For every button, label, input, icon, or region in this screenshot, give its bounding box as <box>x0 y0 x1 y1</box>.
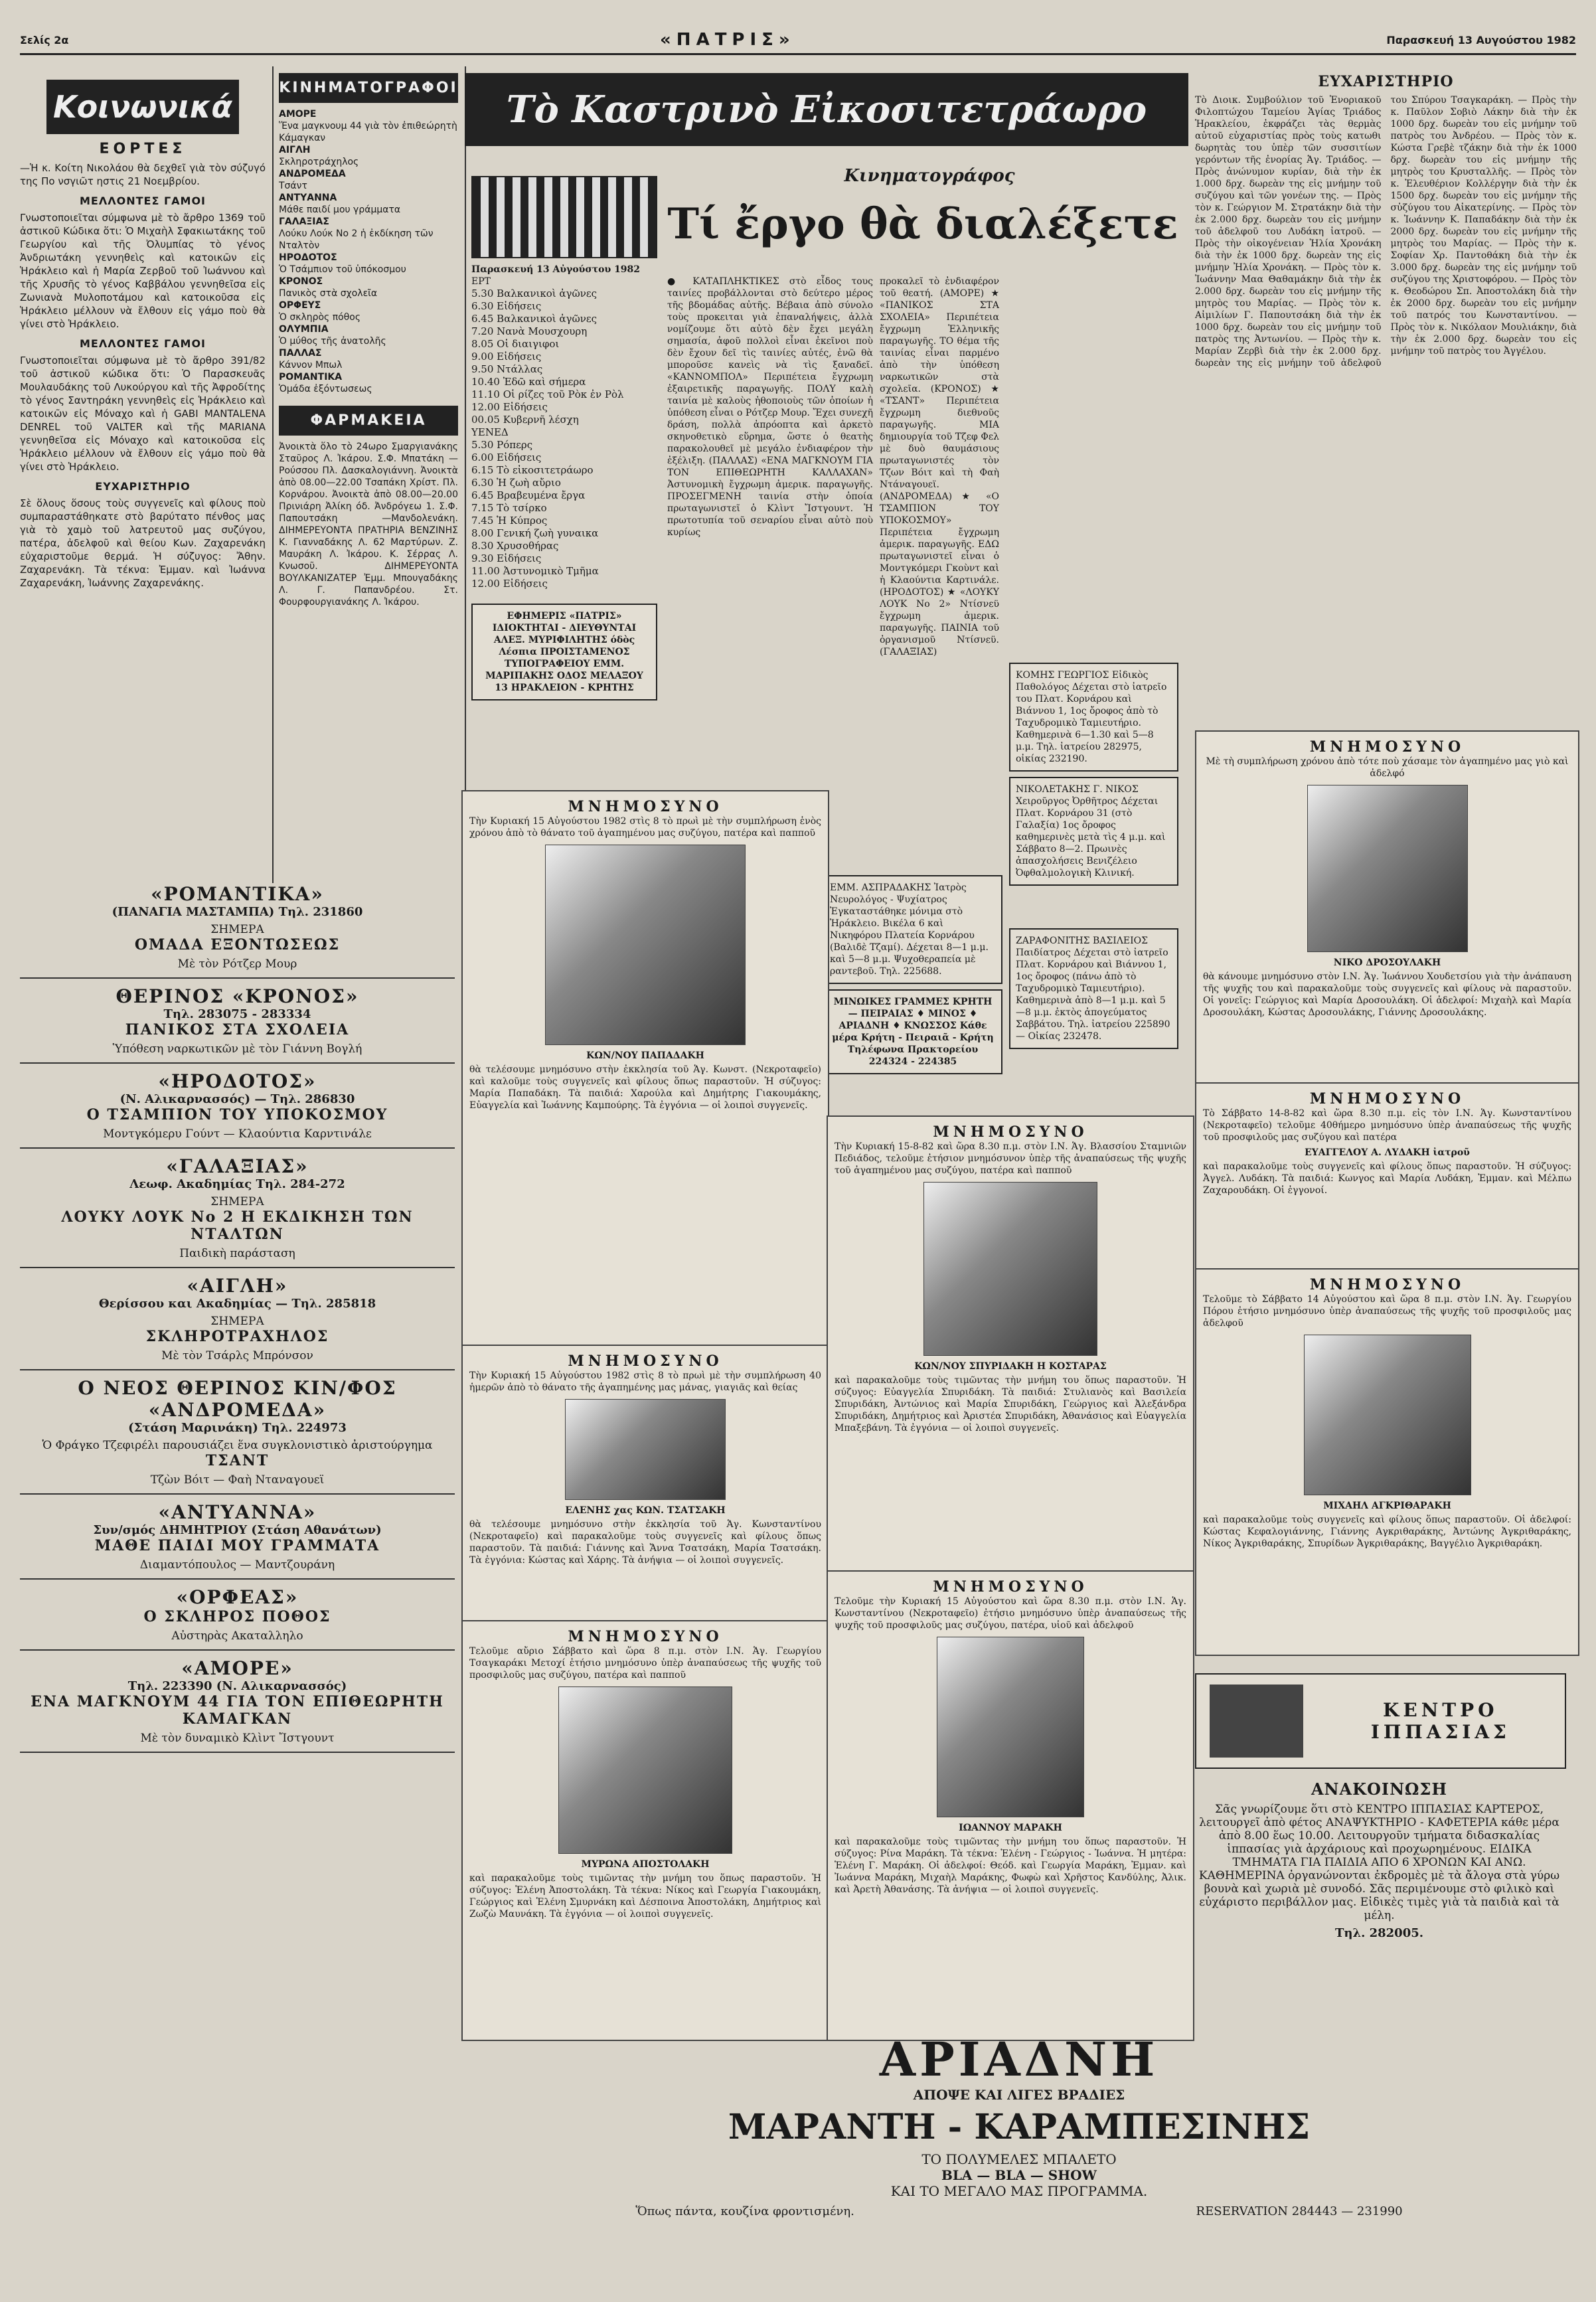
ariadni-sub: ΑΠΟΨΕ ΚΑΙ ΛΙΓΕΣ ΒΡΑΔΙΕΣ <box>913 2087 1125 2103</box>
kastro-section: Κινηματογράφος <box>844 166 1015 186</box>
memorial-8-name: ΜΙΧΑΗΛ ΑΓΚΡΙΘΑΡΑΚΗ <box>1323 1501 1451 1511</box>
ariadni-line-1: ΤΟ ΠΟΛΥΜΕΛΕΣ ΜΠΑΛΕΤΟ <box>921 2151 1117 2167</box>
memorial-7-title: ΜΝΗΜΟΣΥΝΟ <box>1309 1090 1465 1108</box>
riding-tel: Τηλ. 282005. <box>1334 1926 1424 1940</box>
feasts-title: ΕΟΡΤΕΣ <box>99 141 187 157</box>
memorial-6-title: ΜΝΗΜΟΣΥΝΟ <box>1309 738 1465 756</box>
thanks-right <box>1195 66 1577 724</box>
memorial-3 <box>461 1620 829 2041</box>
memorial-7 <box>1195 1082 1579 1277</box>
memorial-3-title: ΜΝΗΜΟΣΥΝΟ <box>568 1628 723 1645</box>
riding-logo-box <box>1195 1673 1566 1769</box>
cinema-film: Πανικὸς στὰ σχολεῖα <box>279 288 378 299</box>
tv-channel: ΕΡΤ <box>471 276 491 287</box>
cinema-ad-film: ΟΜΑΔΑ ΕΞΟΝΤΩΣΕΩΣ <box>134 936 341 953</box>
tv-program-item: 6.30 Εἰδήσεις <box>471 300 542 312</box>
cinema-ad <box>20 979 455 1064</box>
tv-program-item: 00.05 Κυβερνῆ λέσχη <box>471 414 579 426</box>
cinema-ad-name: «ΡΟΜΑΝΤΙΚΑ» <box>151 883 324 905</box>
tv-program-item: 5.30 Ρόπερς <box>471 439 533 451</box>
memorial-1-title: ΜΝΗΜΟΣΥΝΟ <box>568 798 723 815</box>
memorial-4 <box>827 1115 1194 1576</box>
feasts-text: —Ἡ κ. Κοίτη Νικολάου θὰ δεχθεῖ γιὰ τὸν σύζυγό της Πο νσγιῶτ ηστις 21 Νοεμβρίου. <box>20 162 266 187</box>
cinema-ad-cast: Διαμαντόπουλος — Μαντζουράνη <box>139 1558 335 1572</box>
memorial-6-text: Μὲ τὴ συμπλήρωση χρόνου ἀπὸ τότε ποὺ χάσαμε τὸν ἀγαπημένο μας γιὸ καὶ ἀδελφό <box>1206 756 1569 779</box>
cinema-ad-cast: Αὐστηρὰς Ακαταλληλο <box>171 1629 303 1643</box>
cinema-ad-film: ΣΚΛΗΡΟΤΡΑΧΗΛΟΣ <box>145 1328 329 1345</box>
weddings-text-2: Γνωστοποιεῖται σύμφωνα μὲ τὸ ἄρθρο 391/82 τοῦ ἀστικοῦ κώδικα ὅτι: Ὁ Παρασκευᾶς Μουλαυδάκης τοῦ Λυκούργου καὶ τῆς Ἀφροδίτης τὸ γένος Σαντηράκη γεννηθεὶς εἰς Ἡράκλειο καὶ κατοικῶν εἰς Μόναχο καὶ ἡ GABI MANTALENA DENREL τοῦ VALTER καὶ τῆς MARIANA γεννηθεῖσα εἰς Μόναχο καὶ κατοικοῦσα εἰς Ἡράκλειο μέλλουν νὰ ἔλθουν εἰς γάμο ποὺ θὰ γίνει στὸ Ἡράκλειο. <box>20 355 266 473</box>
thanks-title: ΕΥΧΑΡΙΣΤΗΡΙΟ <box>95 480 191 493</box>
ariadni-name: ΑΡΙΑΔΝΗ <box>879 2032 1159 2087</box>
ad-nikoletakis: ΝΙΚΟΛΕΤΑΚΗΣ Γ. ΝΙΚΟΣ Χειροῦργος Ὀρθῆτρος Δέχεται Πλατ. Κορνάρου 31 (στὸ Γαλαξία) 1ος ὄροφος καθημερινὲς μετὰ τὶς 4 μ.μ. καὶ Σάββατο 8—2. Πρωινὲς ἀπασχολήσεις Βενιζέλειο Ὀφθαλμολογικὴ Κλινική. <box>1009 777 1178 886</box>
imprint-stamp: ΕΦΗΜΕΡΙΣ «ΠΑΤΡΙΣ» ΙΔΙΟΚΤΗΤΑΙ - ΔΙΕΥΘΥΝΤΑΙ ΑΛΕΞ. ΜΥΡΙΦΙΛΗΤΗΣ όδὸς Λέσπια ΠΡΟΙΣΤΑΜΕΝΟΣ ΤΥΠΟΓΡΑΦΕΙΟΥ ΕΜΜ. ΜΑΡΙΠΑΚΗΣ ΟΔΟΣ ΜΕΛΑΞΟΥ 13 ΗΡΑΚΛΕΙΟΝ - ΚΡΗΤΗΣ <box>471 604 657 700</box>
cinema-ad-sub: Λεωφ. Ακαδημίας Τηλ. 284-272 <box>129 1177 345 1191</box>
cinema-ad-note: ΣΗΜΕΡΑ <box>210 1315 264 1328</box>
memorial-5 <box>827 1570 1194 2041</box>
kastro-banner-title: Τὸ Καστρινὸ Εἰκοσιτετράωρο <box>506 88 1147 131</box>
cinema-name: ΠΑΛΛΑΣ <box>279 348 322 359</box>
memorial-4-body: καὶ παρακαλοῦμε τοὺς τιμῶντας τὴν μνήμη του ὅπως παραστοῦν. Ἡ σύζυγος: Εὐαγγελία Σπυριδάκη. Τὰ παιδιά: Στυλιανὸς καὶ Βασιλεία Σπυριδάκη, Ἀντώνιος καὶ Μαρία Σπυριδάκη, Γεώργιος καὶ Ἀλεξάνδρα Σπυριδάκη, Δημήτριος καὶ Ἀριστέα Σπυριδάκη, Ἀθανάσιος καὶ Εὐαγγελία Μπαξεβάνη. Τὰ ἐγγόνια — οἱ λοιποὶ συγγενεῖς. <box>835 1375 1186 1434</box>
cinema-film: Ὁ μύθος τῆς ἀνατολῆς <box>279 336 386 347</box>
tv-program-item: 12.00 Εἰδήσεις <box>471 401 548 413</box>
reviews-text-a: ● ΚΑΤΑΠΛΗΚΤΙΚΕΣ στὸ εἶδος τους ταινίες προβάλλονται στὸ δεύτερο μέρος τῆς βδομάδας αὐτῆς. Βέβαια ἀπὸ σύνολο τοὺς προκειται γιὰ ἐπαναλήψεις, ἀλλὰ νομίζουμε ὅτι αὐτὸ δὲν ἔχει μεγάλη σημασία, ἀφοῦ πολλοὶ εἶναι ἐκεῖνοι ποὺ δὲν ἔχουν δεῖ τὶς ταινίες αὐτές, ἐνῶ θὰ μποροῦσε κανεὶς νὰ τὶς ξαναδεῖ. «ΚΑΝΝΟΜΠΟΛ» Περιπέτεια ἔγχρωμη ἐξαιρετικῆς παραγωγῆς. ΠΟΛΥ καλὴ ταινία μὲ καλοὺς ἠθοποιοὺς τῶν ὁποίων ἡ ὑπόθεση εἶναι ο Ρότζερ Μουρ. Ἔχει συνεχῆ δράση, πολλὰ ἀπρόοπτα καὶ ἀρκετὸ σκηνοθετικὸ εὕρημα, ὥστε ὁ θεατὴς παρακολουθεῖ μὲ μεγάλο ἐνδιαφέρον τὴν ἐξέλιξη. (ΠΑΛΛΑΣ) «ΕΝΑ ΜΑΓΚΝΟΥΜ ΓΙΑ ΤΟΝ ΕΠΙΘΕΩΡΗΤΗ ΚΑΛΛΑΧΑΝ» Ἀστυνομικὴ ἔγχρωμη ἀμερικ. παραγωγῆς. ΠΡΟΣΕΓΜΕΝΗ ταινία στὴν ὁποία πρωταγωνιστεῖ ὁ Κλὶντ Ἴστγουντ. Ἡ πρωτοτυπία τοῦ σεναρίου εἶναι αὐτὸ ποὺ κυρίως <box>667 276 873 538</box>
cinema-film: Ἕνα μαγκνουμ 44 γιὰ τὸν ἐπιθεώρητὴ Κάμαγκαν <box>279 121 457 143</box>
memorial-3-photo <box>558 1686 732 1854</box>
cinema-ad-film: ΤΣΑΝΤ <box>205 1452 270 1469</box>
cinema-ad-sub: (Ν. Αλικαρνασσός) — Τηλ. 286830 <box>120 1092 355 1106</box>
cinema-ad-film: ΕΝΑ ΜΑΓΚΝΟΥΜ 44 ΓΙΑ ΤΟΝ ΕΠΙΘΕΩΡΗΤΗ ΚΑΜΑΓΚΑΝ <box>31 1693 444 1728</box>
cinema-film: Σκληροτράχηλος <box>279 157 359 167</box>
tv-program-item: 10.40 Ἐδῶ καὶ σήμερα <box>471 376 586 388</box>
memorial-1-photo <box>545 845 746 1045</box>
memorial-8-text: Τελοῦμε τὸ Σάββατο 14 Αὐγούστου καὶ ὥρα 8 π.μ. στὸν Ι.Ν. Ἁγ. Γεωργίου Πόρου ἐτήσιο μνημόσυνο ὑπὲρ ἀναπαύσεως τῆς ψυχῆς τοῦ προσφιλοῦς μας ἀδελφοῦ <box>1203 1294 1571 1329</box>
memorial-6 <box>1195 730 1579 1092</box>
cinema-film: Λούκυ Λούκ Νο 2 ἡ ἐκδίκηση τῶν Νταλτὸν <box>279 228 434 251</box>
cinema-ad-sub: Συν/σμός ΔΗΜΗΤΡΙΟΥ (Στάση Αθανάτων) <box>93 1523 382 1537</box>
memorial-5-body: καὶ παρακαλοῦμε τοὺς τιμῶντας τὴν μνήμη του ὅπως παραστοῦν. Ἡ σύζυγος: Ρίνα Μαράκη. Τὰ τέκνα: Ἑλένη - Γεώργιος - Ἰωάννα. Ἡ μητέρα: Ἑλένη Γ. Μαράκη. Οἱ ἀδελφοί: Θεόδ. καὶ Γεωργία Μαράκη, Ἐμμαν. καὶ Ἰωάννα Μαράκη, Μιχαὴλ Μαράκης, Φωφὼ καὶ Χρῆστος Κανδύλης, Ἀλικ. καὶ Ἀρετὴ Ἀθανάσης. Τὰ ἀνήψια — οἱ λοιποὶ συγγενεῖς. <box>835 1837 1186 1895</box>
cinema-name: ΓΑΛΑΞΙΑΣ <box>279 216 329 227</box>
horse-rider-icon <box>1210 1685 1303 1758</box>
tv-program-item: 12.00 Εἰδήσεις <box>471 578 548 590</box>
cinema-name: ΑΝΤΥΑΝΝΑ <box>279 193 337 203</box>
doctors-column-3 <box>1009 923 1178 1054</box>
tv-program-item: 6.00 Εἰδήσεις <box>471 452 542 463</box>
ad-minoikes: ΜΙΝΩΙΚΕΣ ΓΡΑΜΜΕΣ ΚΡΗΤΗ — ΠΕΙΡΑΙΑΣ ♦ ΜΙΝΟΣ ♦ ΑΡΙΑΔΝΗ ♦ ΚΝΩΣΣΟΣ Κάθε μέρα Κρήτη - Πειραιᾶ - Κρήτη Τηλέφωνα Πρακτορείου 224324 - 224385 <box>823 989 1002 1074</box>
tv-program-item: 8.05 Οἱ διαιγιφοι <box>471 338 560 350</box>
tv-program-item: 7.45 Ἡ Κύπρος <box>471 515 548 527</box>
cinema-ad-sub: Τηλ. 283075 - 283334 <box>163 1007 311 1021</box>
tv-listing <box>471 176 657 706</box>
cinema-name: ΟΛΥΜΠΙΑ <box>279 324 329 335</box>
cinema-ad <box>20 1580 455 1651</box>
memorial-2-photo <box>565 1399 726 1500</box>
thanks-right-title: ΕΥΧΑΡΙΣΤΗΡΙΟ <box>1318 73 1454 90</box>
memorial-3-text: Τελοῦμε αὔριο Σάββατο καὶ ὥρα 8 π.μ. στὸν Ι.Ν. Ἁγ. Γεωργίου Τσαγκαράκι Μετοχί ἐτήσιο μνημόσυνο ὑπὲρ ἀναπαύσεως τῆς ψυχῆς τοῦ προσφιλοῦς μας συζύγου, πατέρα καὶ παπποῦ <box>469 1646 821 1681</box>
pharmacies-title: ΦΑΡΜΑΚΕΙΑ <box>279 406 458 436</box>
riding-title: ΚΕΝΤΡΟ ΙΠΠΑΣΙΑΣ <box>1370 1699 1510 1743</box>
cinema-ad-film: ΜΑΘΕ ΠΑΙΔΙ ΜΟΥ ΓΡΑΜΜΑΤΑ <box>94 1537 380 1554</box>
memorial-7-name: ΕΥΑΓΓΕΛΟΥ Α. ΛΥΔΑΚΗ ἰατροῦ <box>1305 1147 1470 1158</box>
cinema-list <box>279 108 458 395</box>
cinema-ad <box>20 1064 455 1149</box>
tv-date: Παρασκευή 13 Αὐγούστου 1982 <box>471 264 641 275</box>
tv-program-item: 5.30 Βαλκανικοὶ ἀγῶνες <box>471 288 598 299</box>
cinema-ad-sub: Θερίσσου και Ακαδημίας — Τηλ. 285818 <box>98 1297 376 1311</box>
cinema-ad-note: ΣΗΜΕΡΑ <box>210 923 264 936</box>
listings-column <box>279 66 466 883</box>
cinema-ad-name: «ΑΙΓΛΗ» <box>187 1275 288 1297</box>
memorial-5-photo <box>937 1637 1084 1817</box>
cinema-ad-cast: Μοντγκόμερυ Γούντ — Κλαούντια Καρντινάλε <box>103 1127 372 1141</box>
cinema-ad-note: Ὁ Φράγκο Τζεφιρέλι παρουσιάζει ἕνα συγκλονιστικὸ ἀριστούργημα <box>42 1439 433 1452</box>
cinema-name: ΑΝΔΡΟΜΕΔΑ <box>279 169 346 179</box>
tv-program-item: 6.30 Ἡ ζωὴ αὔριο <box>471 477 561 489</box>
page-number: Σελίς 2α <box>20 33 69 46</box>
ariadni-footer <box>465 2204 1573 2218</box>
cinema-ad-cast: Παιδικὴ παράσταση <box>179 1247 295 1260</box>
cinema-ad-film: ΛΟΥΚΥ ΛΟΥΚ Νο 2 Η ΕΚΔΙΚΗΣΗ ΤΩΝ ΝΤΑΛΤΩΝ <box>61 1208 414 1243</box>
cinema-ad <box>20 1370 455 1495</box>
cinema-ad <box>20 1651 455 1753</box>
memorial-4-text: Τὴν Κυριακή 15-8-82 καὶ ὥρα 8.30 π.μ. στὸν Ι.Ν. Ἁγ. Βλασσίου Σταμνιῶν Πεδιάδος, τελοῦμε ἐτήσιον μνημόσυνον ὑπὲρ τῆς ἀναπαύσεως τῆς ψυχῆς τοῦ ἀγαπημένου μας συζύγου, πατέρα καὶ παπποῦ <box>835 1141 1186 1176</box>
cinema-ad-name: Ο ΝΕΟΣ ΘΕΡΙΝΟΣ ΚΙΝ/ΦΟΣ «ΑΝΔΡΟΜΕΔΑ» <box>78 1377 397 1421</box>
cinema-ad-name: «ΑΜΟΡΕ» <box>181 1657 293 1679</box>
cinema-ad-film: ΠΑΝΙΚΟΣ ΣΤΑ ΣΧΟΛΕΙΑ <box>125 1021 350 1038</box>
riding-notice-title: ΑΝΑΚΟΙΝΩΣΗ <box>1311 1779 1448 1799</box>
kastro-headline: Τί ἔργο θὰ διαλέξετε <box>667 199 1178 249</box>
reviews-col-a <box>667 276 873 542</box>
cinema-ad-note: ΣΗΜΕΡΑ <box>210 1195 264 1208</box>
tv-program-list <box>471 288 657 590</box>
cinemas-title: ΚΙΝΗΜΑΤΟΓΡΑΦΟΙ <box>279 73 458 103</box>
tv-graphic <box>471 176 657 258</box>
riding-notice-text: Σᾶς γνωρίζουμε ὅτι στὸ ΚΕΝΤΡΟ ΙΠΠΑΣΙΑΣ ΚΑΡΤΕΡΟΣ, λειτουργεῖ ἀπὸ φέτος ΑΝΑΨΥΚΤΗΡΙΟ - ΚΑΦΕΤΕΡΙΑ κάθε μέρα ἀπὸ 8.00 ἕως 10.00. Λειτουργοῦν τμήματα διδασκαλίας ἱππασίας γιὰ ἀρχάριους καὶ προχωρημένους. ΕΙΔΙΚΑ ΤΜΗΜΑΤΑ ΓΙΑ ΠΑΙΔΙΑ ΑΠΟ 6 ΧΡΟΝΩΝ ΚΑΙ ΑΝΩ. ΚΑΘΗΜΕΡΙΝΑ ὀργανώνονται ἐκδρομὲς μὲ τὰ ἄλογα στὰ γύρω βουνὰ καὶ χωριὰ μὲ συνοδό. Σᾶς περιμένουμε στὸ φιλικὸ καὶ εὐχάριστο περιβάλλον μας. Εἰδικὲς τιμὲς γιὰ τὰ παιδιὰ καὶ τὰ μέλη. <box>1198 1803 1560 1922</box>
cinema-film: Μάθε παιδί μου γράμματα <box>279 205 401 215</box>
tv-program-item: 11.00 Ἀστυνομικὸ Τμῆμα <box>471 565 599 577</box>
ariadni-line-4: Ὅπως πάντα, κουζίνα φροντισμένη. <box>635 2204 854 2218</box>
memorial-6-body: θὰ κάνουμε μνημόσυνο στὸν Ι.Ν. Ἁγ. Ἰωάννου Χουδετσίου γιὰ τὴν ἀνάπαυση τῆς ψυχῆς του καὶ παρακαλοῦμε τοὺς συγγενεῖς καὶ φίλους νὰ παραστοῦν. Οἱ γονεῖς: Γεώργιος καὶ Μαρία Δροσουλάκη. Οἱ ἀδελφοί: Μιχαὴλ καὶ Μαρία Δροσουλάκη, Κώστας Δροσουλάκης, Γιάννης Δροσουλάκης. <box>1203 971 1571 1018</box>
reviews-col-b <box>880 276 999 662</box>
memorial-4-title: ΜΝΗΜΟΣΥΝΟ <box>933 1123 1088 1141</box>
thanks-text: Σὲ ὅλους ὅσους τοὺς συγγενεῖς καὶ φίλους ποὺ συμπαραστάθηκατε στὸ βαρύτατο πένθος μας γιὰ τὸ χαμὸ τοῦ λατρευτοῦ μας συζύγου, πατέρα, ἀδελφοῦ καὶ θείου Κων. Ζαχαρενάκη εὐχαριστοῦμε θερμά. Ἡ σύζυγος: Ἄθην. Ζαχαρενάκη. Τὰ τέκνα: Ἐμμαν. καὶ Ἰωάννα Ζαχαρενάκη, Ἰωάννης Ζαχαρενάκης. <box>20 497 266 589</box>
tv-program-item: 11.10 Οἱ ρίζες τοῦ Ρὸκ ἐν Ρὸλ <box>471 388 624 400</box>
memorial-7-body: καὶ παρακαλοῦμε τοὺς συγγενεῖς καὶ φίλους ὅπως παραστοῦν. Ἡ σύζυγος: Ἀγγελ. Λυδάκη. Τὰ παιδιά: Κωνγος καὶ Μαρία Λυδάκη, Ἐμμαν. καὶ Μέλπω Ζαχαρουδάκη. Οἱ ἐγγονοί. <box>1203 1161 1571 1196</box>
memorial-1-name: ΚΩΝ/ΝΟΥ ΠΑΠΑΔΑΚΗ <box>586 1050 704 1061</box>
memorial-1-body: θὰ τελέσουμε μνημόσυνο στὴν ἐκκλησία τοῦ Ἁγ. Κωνστ. (Νεκροταφεῖο) καὶ καλοῦμε τοὺς συγγενεῖς καὶ φίλους ὅπως παραστοῦν. Ἡ σύζυγος: Μαρία Παπαδάκη. Τὰ παιδιά: Χαρούλα καὶ Δημήτρης Γιακουμάκης, Εὐαγγελία καὶ Ἰωάννης Καμπούρης. Τὰ ἐγγόνια — οἱ λοιποὶ συγγενεῖς. <box>469 1064 821 1111</box>
memorial-2-title: ΜΝΗΜΟΣΥΝΟ <box>568 1353 723 1370</box>
cinema-ad <box>20 1149 455 1268</box>
memorial-3-name: ΜΥΡΩΝΑ ΑΠΟΣΤΟΛΑΚΗ <box>581 1859 710 1870</box>
masthead: «ΠΑΤΡΙΣ» <box>660 30 795 50</box>
riding-notice <box>1195 1773 1563 1940</box>
cinema-ad <box>20 1268 455 1370</box>
cinema-ad-name: «ΟΡΦΕΑΣ» <box>176 1586 299 1608</box>
cinema-name: ΡΟΜΑΝΤΙΚΑ <box>279 372 343 382</box>
cinema-ad-cast: Ὑπόθεση ναρκωτικῶν μὲ τὸν Γιάννη Βογλή <box>112 1042 362 1056</box>
memorial-2-text: Τὴν Κυριακή 15 Αὐγούστου 1982 στὶς 8 τὸ πρωὶ μὲ τὴν συμπλήρωση 40 ἡμερῶν ἀπὸ τὸ θάνατο τῆς ἀγαπημένης μας μάνας, γιαγιᾶς καὶ θείας <box>469 1370 821 1393</box>
tv-program-item: 7.15 Τὸ τσίρκο <box>471 502 547 514</box>
memorial-2-body: θὰ τελέσουμε μνημόσυνο στὴν ἐκκλησία τοῦ Ἁγ. Κωνσταντίνου (Νεκροταφεῖο) καὶ παρακαλοῦμε τοὺς συγγενεῖς καὶ φίλους ὅπως παραστοῦν. Τὰ παιδιά: Γιάννης καὶ Ἄννα Τσατσάκη, Μαρία Τσατσάκη. Τὰ ἐγγόνια: Κώστας καὶ Χάρης. Τὰ ἀνήψια — οἱ λοιποὶ συγγενεῖς. <box>469 1519 821 1566</box>
issue-date: Παρασκευή 13 Αυγούστου 1982 <box>1386 33 1576 46</box>
memorial-5-name: ΙΩΑΝΝΟΥ ΜΑΡΑΚΗ <box>959 1823 1062 1833</box>
tv-program-item: 8.30 Χρυσοθήρας <box>471 540 559 552</box>
social-column <box>20 66 274 883</box>
cinema-ad-sub: (ΠΑΝΑΓΙΑ ΜΑΣΤΑΜΠΑ) Τηλ. 231860 <box>112 905 363 919</box>
cinema-ad-name: ΘΕΡΙΝΟΣ «ΚΡΟΝΟΣ» <box>116 985 359 1007</box>
ariadni-act: ΜΑΡΑΝΤΗ - ΚΑΡΑΜΠΕΣΙΝΗΣ <box>728 2107 1311 2147</box>
cinema-ad-film: Ο ΤΣΑΜΠΙΟΝ ΤΟΥ ΥΠΟΚΟΣΜΟΥ <box>86 1106 388 1123</box>
pharmacies-text: Ἀνοικτὰ ὅλο τὸ 24ωρο Σμαργιανάκης Σταῦρος Λ. Ἰκάρου. Σ.Φ. Μπατάκη —Ρούσσου Πλ. Δασκαλογιάννη. Ἀνοικτὰ ἀπὸ 08.00—22.00 Τσαπάκη Χρίστ. Πλ. Κορνάρου. Ἀνοικτὰ ἀπὸ 08.00—20.00 Πρινιάρη Ἀλίκη όδ. Ἀνδρόγεω 1. Σ.Φ. Παπουτσάκη —Μανδολενάκη. ΔΙΗΜΕΡΕΥΟΝΤΑ ΠΡΑΤΗΡΙΑ ΒΕΝΖΙΝΗΣ Κ. Γιανναδάκης Λ. 62 Μαρτύρων. Ζ. Μαυράκη Λ. Ἰκάρου. Κ. Σέρρας Λ. Κνωσοῦ. ΔΙΗΜΕΡΕΥΟΝΤΑ ΒΟΥΛΚΑΝΙΖΑΤΕΡ Ἐμμ. Μπουγαδάκης Λ. Γ. Παπανδρέου. Στ. Φουρφουργιανάκης Λ. Ἰκάρου. <box>279 442 458 608</box>
tv-program-item: 9.30 Εἰδήσεις <box>471 552 542 564</box>
tv-program-item: 8.00 Γενική ζωὴ γυναικα <box>471 527 599 539</box>
tv-program-item: 9.00 Εἰδήσεις <box>471 351 542 363</box>
cinema-ad-film: Ο ΣΚΛΗΡΟΣ ΠΟΘΟΣ <box>143 1608 331 1625</box>
cinema-film: Ὁ Τσάμπιον τοῦ ὑπόκοσμου <box>279 264 406 275</box>
memorial-4-name: ΚΩΝ/ΝΟΥ ΣΠΥΡΙΔΑΚΗ Η ΚΟΣΤΑΡΑΣ <box>914 1361 1107 1372</box>
weddings-text: Γνωστοποιεῖται σύμφωνα μὲ τὸ ἄρθρο 1369 τοῦ ἀστικοῦ Κώδικα ὅτι: Ὁ Μιχαὴλ Σφακιωτάκης τοῦ Γεωργίου καὶ τῆς Ὀλυμπίας τὸ γένος Ἀνδριωτάκη γεννηθεὶς καὶ κατοικῶν εἰς Ἡράκλειο καὶ ἡ Μαρία Ζερβοῦ τοῦ Ἰωάννου καὶ τῆς Χρυσῆς τὸ γένος Καββάλου γεννηθεῖσα εἰς Ζωνιανὰ Μυλοποτάμου καὶ κατοικοῦσα εἰς Ἡράκλειο μέλλουν νὰ ἔλθουν εἰς γάμο ποὺ θὰ γίνει στὸ Ἡράκλειο. <box>20 212 266 330</box>
memorial-8-body: καὶ παρακαλοῦμε τοὺς συγγενεῖς καὶ φίλους ὅπως παραστοῦν. Οἱ ἀδελφοί: Κώστας Κεφαλογιάννης, Γιάννης Αγκριθαράκης, Ἀντώνης Ἀγκριθαράκης, Νίκος Ἀγκριθαράκης, Σπυρίδων Ἀγκριθαράκης, Βαγγέλιο Ἀγκριθαράκη. <box>1203 1515 1571 1549</box>
social-logo: Κοινωνικά <box>46 80 239 134</box>
cinema-ad-sub: (Στάση Μαρινάκη) Τηλ. 224973 <box>128 1421 347 1435</box>
memorial-7-text: Τὸ Σάββατο 14-8-82 καὶ ὥρα 8.30 π.μ. εἰς τὸν Ι.Ν. Ἁγ. Κωνσταντίνου (Νεκροταφεῖο) τελοῦμε 40θήμερο μνημόσυνο ὑπὲρ ἀναπαύσεως τῆς ψυχῆς τοῦ προσφιλοῦς μας συζύγου καὶ πατέρα <box>1203 1108 1571 1143</box>
memorial-6-photo <box>1307 785 1468 952</box>
ariadni-line-3: ΚΑΙ ΤΟ ΜΕΓΑΛΟ ΜΑΣ ΠΡΟΓΡΑΜΜΑ. <box>890 2183 1148 2199</box>
cinema-ad <box>20 876 455 979</box>
memorial-6-name: ΝΙΚΟ ΔΡΟΣΟΥΛΑΚΗ <box>1333 957 1441 968</box>
tv-program-item: 7.20 Νανὰ Μουσχουρη <box>471 325 588 337</box>
ariadni-line-2: BLA — BLA — SHOW <box>941 2167 1097 2183</box>
cinema-name: ΑΜΟΡΕ <box>279 109 317 120</box>
memorial-1 <box>461 790 829 1351</box>
tv-program-item: 6.15 Τὸ εἰκοσιτετράωρο <box>471 464 594 476</box>
cinema-name: ΑΙΓΛΗ <box>279 145 311 155</box>
doctors-column-2 <box>823 870 1002 1080</box>
kastro-banner <box>465 73 1188 146</box>
cinema-ad-cast: Μὲ τὸν Ρότζερ Μουρ <box>177 957 297 971</box>
cinema-film: Τσάντ <box>279 181 307 191</box>
memorial-2-name: ΕΛΕΝΗΣ χας ΚΩΝ. ΤΣΑΤΣΑΚΗ <box>565 1505 726 1516</box>
tv-program-item: 9.50 Ντάλλας <box>471 363 543 375</box>
memorial-4-photo <box>923 1182 1097 1356</box>
cinema-ad-name: «ΗΡΟΔΟΤΟΣ» <box>158 1070 317 1092</box>
ad-asprakakis: ΕΜΜ. ΑΣΠΡΑΔΑΚΗΣ Ἰατρὸς Νευρολόγος - Ψυχίατρος Ἐγκαταστάθηκε μόνιμα στὸ Ἡράκλειο. Βικέλα 6 καὶ Νικηφόρου Πλατεία Κορνάρου (Βαλιδὲ Τζαμί). Δέχεται 8—1 μ.μ. καὶ 5—8 μ.μ. Ψυχοθεραπεία μὲ ραντεβοῦ. Τηλ. 225688. <box>823 875 1002 984</box>
memorial-3-body: καὶ παρακαλοῦμε τοὺς τιμῶντας τὴν μνήμη του ὅπως παραστοῦν. Ἡ σύζυγος: Ἑλένη Ἀποστολάκη. Τὰ τέκνα: Νίκος καὶ Γεωργία Γιακουμάκη, Γεώργιος καὶ Ἑλένη Σμυρνάκη καὶ Δέσποινα Ἀποστολάκη, Δημήτριος καὶ Ζωζὼ Μαυνάκη. Τὰ ἐγγόνια — οἱ λοιποὶ συγγενεῖς. <box>469 1873 821 1920</box>
cinema-ad-cast: Μὲ τὸν δυναμικὸ Κλὶντ Ἴστγουντ <box>140 1732 335 1745</box>
cinema-ad <box>20 1495 455 1580</box>
cinema-film: Ὁμάδα ἐξόντωσεως <box>279 384 372 394</box>
memorial-5-text: Τελοῦμε τὴν Κυριακή 15 Αὐγούστου καὶ ὥρα 8.30 π.μ. στὸν Ι.Ν. Ἁγ. Κωνσταντίνου (Νεκροταφεῖο) ἐτήσιο μνημόσυνο ὑπὲρ ἀναπαύσεως τῆς ψυχῆς τοῦ προσφιλοῦς μας συζύγου, πατέρα, υἱοῦ καὶ ἀδελφοῦ <box>835 1596 1186 1631</box>
memorial-8-title: ΜΝΗΜΟΣΥΝΟ <box>1309 1276 1465 1293</box>
reviews-text-b: προκαλεῖ τὸ ἐνδιαφέρον τοῦ θεατή. (ΑΜΟΡΕ) ★ «ΠΑΝΙΚΟΣ ΣΤΑ ΣΧΟΛΕΙΑ» Περιπέτεια ἔγχρωμη Ἑλληνικῆς παραγωγῆς. ΤΟ θέμα τῆς ταινίας εἶναι παρμένο ἀπὸ τὴν ὑπόθεση ναρκωτικῶν στὰ σχολεῖα. (ΚΡΟΝΟΣ) ★ «ΤΣΑΝΤ» Περιπέτεια ἔγχρωμη διεθνοῦς παραγωγῆς. ΜΙΑ δημιουργία τοῦ Τζεφ Φελ μὲ δυὸ θαυμάσιους πρωταγωνιστές τὸν Τζων Βόιτ καὶ τὴ Φαὴ Ντάναγουεϊ. (ΑΝΔΡΟΜΕΔΑ) ★ «Ο ΤΣΑΜΠΙΟΝ ΤΟΥ ΥΠΟΚΟΣΜΟΥ» Περιπέτεια ἔγχρωμη ἀμερικ. παραγωγῆς. ΕΔΩ πρωταγωνιστεῖ εἶναι ὁ Μοντγκόμερι Γκοὺντ καὶ ἡ Κλαούντια Καρτινάλε. (ΗΡΟΔΟΤΟΣ) ★ «ΛΟΥΚΥ ΛΟΥΚ Νο 2» Ντίσνεϋ ἔγχρωμη ἀμερικ. παραγωγῆς. ΠΑΙΝΙΑ τοῦ ὀργανισμοῦ Ντίσνεϋ. (ΓΑΛΑΞΙΑΣ) <box>880 276 999 657</box>
cinema-ad-cast: Μὲ τὸν Τσάρλς Μπρόνσον <box>161 1349 313 1362</box>
cinema-film: Κάννον Μπωλ <box>279 360 343 370</box>
cinema-ads-column <box>20 876 455 2058</box>
tv-program-item: 6.45 Βαλκανικοὶ ἀγῶνες <box>471 313 598 325</box>
page-header <box>20 27 1576 55</box>
memorial-5-title: ΜΝΗΜΟΣΥΝΟ <box>933 1578 1088 1596</box>
cinema-ad-name: «ΑΝΤΥΑΝΝΑ» <box>158 1501 317 1523</box>
cinema-name: ΟΡΦΕΥΣ <box>279 300 321 311</box>
ad-zarafonitis: ΖΑΡΑΦΟΝΙΤΗΣ ΒΑΣΙΛΕΙΟΣ Παιδίατρος Δέχεται στὸ ἰατρεῖο Πλατ. Κορνάρου καὶ Βιάννου 1, 1ος ὄροφος (πάνω ἀπὸ τὸ Ταχυδρομικὸ Ταμιευτήριο). Καθημερινὰ ἀπὸ 8—1 μ.μ. καὶ 5—8 μ.μ. ἐκτὸς ἀπογεύματος Σαββάτου. Τηλ. ἰατρείου 225890 — Οἰκίας 232478. <box>1009 928 1178 1049</box>
memorial-8 <box>1195 1268 1579 1656</box>
weddings-title: ΜΕΛΛΟΝΤΕΣ ΓΑΜΟΙ <box>79 195 206 207</box>
weddings-title-2: ΜΕΛΛΟΝΤΕΣ ΓΑΜΟΙ <box>79 337 206 350</box>
cinema-film: Ὁ σκληρὸς πόθος <box>279 312 361 323</box>
memorial-8-photo <box>1304 1335 1471 1495</box>
ad-komis: ΚΟΜΗΣ ΓΕΩΡΓΙΟΣ Εἰδικὸς Παθολόγος Δέχεται στὸ ἰατρεῖο του Πλατ. Κορνάρου καὶ Βιάννου 1, 1ος ὄροφος ἀπὸ τὸ Ταχυδρομικὸ Ταμιευτήριο. Καθημερινὰ 6—1.30 καὶ 5—8 μ.μ. Τηλ. ἰατρείου 282975, οἰκίας 232190. <box>1009 663 1178 772</box>
ariadni-reservation: RESERVATION 284443 — 231990 <box>1196 2204 1403 2218</box>
memorial-1-text: Τὴν Κυριακή 15 Αὐγούστου 1982 στὶς 8 τὸ πρωὶ μὲ τὴν συμπλήρωση ἑνὸς χρόνου ἀπὸ τὸ θάνατο τοῦ ἀγαπημένου μας συζύγου, πατέρα καὶ παπποῦ <box>469 816 821 839</box>
cinema-ad-sub: Τηλ. 223390 (Ν. Αλικαρνασσός) <box>127 1679 347 1693</box>
cinema-ad-cast: Τζὼν Βόιτ — Φαὴ Νταναγουεϊ <box>150 1473 325 1487</box>
ariadni-ad <box>465 2032 1573 2271</box>
cinema-name: ΗΡΟΔΟΤΟΣ <box>279 252 337 263</box>
tv-program-item: ΥΕΝΕΔ <box>471 426 509 438</box>
doctors-column <box>1009 657 1178 891</box>
tv-program-item: 6.45 Βραβευμένα ἔργα <box>471 489 586 501</box>
cinema-ad-name: «ΓΑΛΑΞΙΑΣ» <box>166 1155 309 1177</box>
memorial-2 <box>461 1345 829 1626</box>
thanks-right-text: Τὸ Διοικ. Συμβούλιον τοῦ Ἐνοριακοῦ Φιλοπτώχου Ταμείου Ἁγίας Τριάδος Ἡρακλείου, ἐκφράζει τὰς θερμὰς αὐτοῦ εὐχαριστίας πρὸς τοὺς κατωθι δωρητὰς του ὑπὲρ τῶν συσσιτίων γερόντων τῆς ἐνορίας Ἁγ. Τριάδος. — Πρὸς ἀνώνυμον κυρίαν, διὰ τὴν ἐκ 1.000 δρχ. δωρεὰν της εἰς μνήμην τοῦ συζύγου καὶ τῶν γονέων της. — Πρὸς τὸν κ. Γεώργιον Μ. Στρατάκην διὰ τὴν ἐκ 2.000 δρχ. δωρεὰν του εἰς μνήμην τοῦ ἀδελφοῦ του Λυδάκη ἰατροῦ. — Πρὸς τὴν οἰκογένειαν Ἠλία Χρονάκη διὰ τὴν ἐκ 1000 δρχ. δωρεὰν της εἰς μνήμην Ἠλία Χρονάκη. — Πρὸς τὸν κ. Ἰωάννην Μαα Θαθαμάκην διὰ τὴν ἐκ 2.000 δρχ. δωρεὰν του εἰς μνήμην τῆς μητρὸς του Μαρίας. — Πρὸς τὸν κ. Αἰμιλίων Γ. Παπουτσάκη διὰ τὴν ἐκ 1000 δρχ. δωρεὰν του εἰς μνήμην τοῦ πατρὸς της Ἀντωνίου. — Πρὸς τὴν κ. Μαρίαν Ζερβὶ διὰ τὴν ἐκ 2.000 δρχ. δωρεὰν της εἰς μνήμην τοῦ ἀδελφοῦ του Σπύρου Τσαγκαράκη. — Πρὸς τὴν κ. Παῦλον Σοβιὸ Λάκην διὰ τὴν ἐκ 1000 δρχ. δωρεὰν του εἰς μνήμην τοῦ πατρὸς του Ἀνδρέου. — Πρὸς τὸν κ. Κώστα Γρεβὲ τζάκην διὰ τὴν ἐκ 1000 δρχ. δωρεὰν του εἰς μνήμην τῆς μητρὸς του Κρυσταλλῆς. — Πρὸς τὸν κ. Ἐλευθέριον Κολλέργην διὰ τὴν ἐκ 1500 δρχ. δωρεὰν του εἰς μνήμην τῆς σὐζύγου του Αἰκατερίνης. — Πρὸς τὸν κ. Ἰωάννην Κ. Παπαδάκην διὰ τὴν ἐκ 2000 δρχ. δωρεὰν του εἰς μνήμην τῆς μητρὸς του Μαρίας. — Πρὸς τὴν κ. Σοφίαν Χρ. Παντοθάκη διὰ τὴν ἐκ 3.000 δρχ. δωρεὰν της εἰς μνήμην τοῦ συζύγου της Χριστοφόρου. — Πρὸς τὸν κ. Θεοδώρου Σπ. Ἀποστολάκη διὰ τὴν ἐκ 2000 δρχ. δωρεὰν του εἰς μνήμην τοῦ πατρός του Κωνσταντίνου. — Πρὸς τὸν κ. Νικόλαον Μουλιάκην, διὰ τὴν ἐκ 2.000 δρχ. δωρεὰν του εἰς μνήμην τοῦ πατρὸς του Ἀγγέλου. <box>1195 95 1577 369</box>
cinema-name: ΚΡΟΝΟΣ <box>279 276 323 287</box>
